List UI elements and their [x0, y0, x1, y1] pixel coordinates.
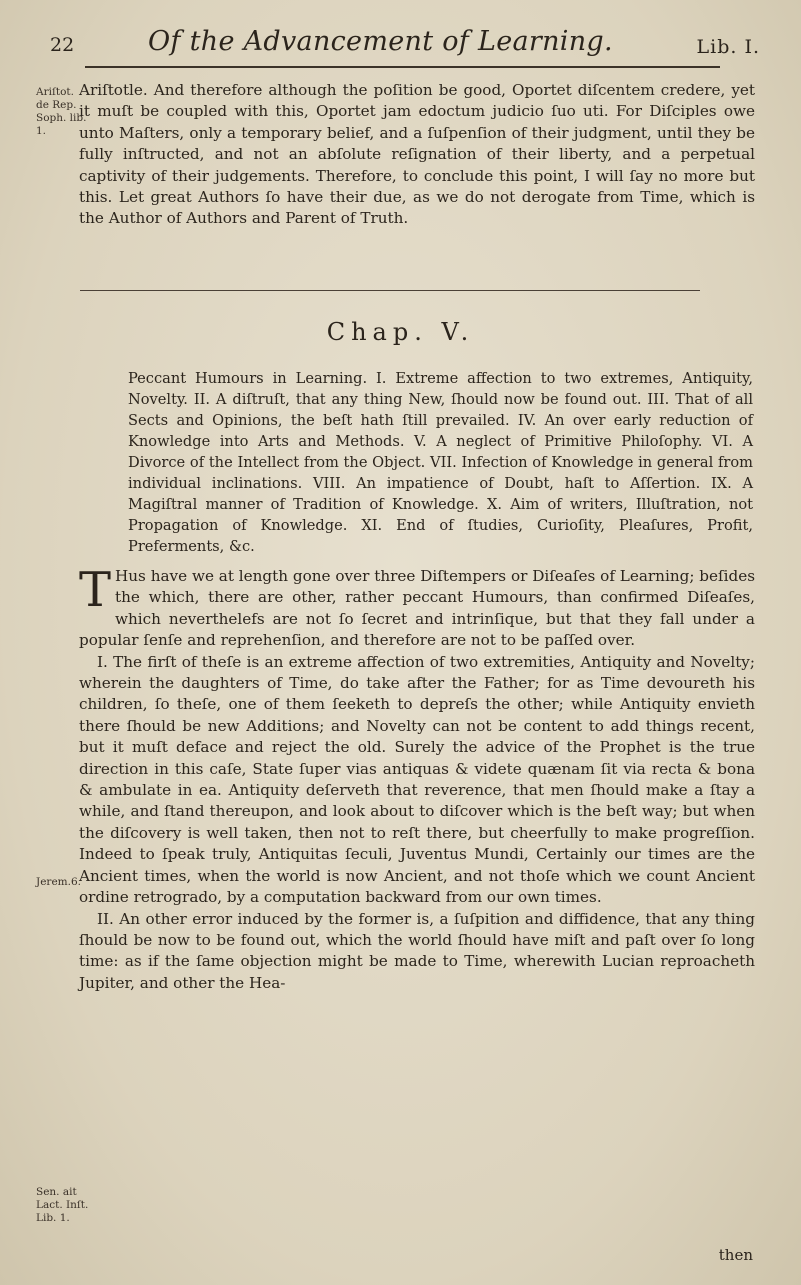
margin-note-aristotle: Ariſtot. de Rep. Soph. lib. 1. — [36, 86, 87, 137]
header-rule — [85, 66, 720, 68]
catchword: then — [718, 1246, 753, 1264]
body-paragraph: I. The firſt of theſe is an extreme affection of two extremities, Antiquity and Novelty; wherein the daughters of Time, do take after the Father; for as Time devoureth his children, ſo theſe, one of them ſeeketh to depreſs the other; while Antiquity envieth there ſhould be new Additions; and Novelty can not be content to add things recent, but it muſt deface and reject the old. Surely the advice of the Prophet is the true direction in this caſe, State ſuper vias antiquas & videte quænam ſit via recta & bona & ambulate in ea. Antiquity deſerveth that reverence, that men ſhould make a ſtay a while, and ſtand thereupon, and look about to diſcover which is the beſt way; but when the diſcovery is well taken, then not to reſt there, but cheerfully to make progreſſion. Indeed to ſpeak truly, Antiquitas ſeculi, Juventus Mundi, Certainly our times are the Ancient times, when the world is now Ancient, and not thoſe which we count Ancient ordine retrogrado, by a computation backward from our own times. — [79, 652, 755, 907]
page-number: 22 — [50, 34, 75, 56]
body-paragraph: II. An other error induced by the former is, a ſuſpition and diffidence, that any thing ſhould be now to be found out, which the world ſhould have miſt and paſt over ſo long time: as if the ſame objection might be made to Time, wherewith Lucian reproacheth Jupiter, and other the Hea- — [79, 909, 755, 992]
margin-note-jeremiah: Jerem.6. — [36, 876, 81, 888]
opening-paragraph: Ariſtotle. And therefore although the poſition be good, Oportet diſcentem credere, yet it muſt be coupled with this, Oportet jam edoctum judicio ſuo uti. For Diſciples owe unto Maſters, only a temporary belief, and a ſuſpenſion of their judgment, until they be fully inſtructed, and not an abſolute reſignation of their liberty, and a perpetual captivity of their judgements. Therefore, to conclude this point, I will ſay no more but this. Let great Authors ſo have their due, as we do not derogate from Time, which is the Author of Authors and Parent of Truth. — [79, 81, 755, 228]
chapter-rule — [80, 290, 700, 291]
running-title: Of the Advancement of Learning. — [148, 26, 613, 57]
book-reference: Lib. I. — [696, 36, 760, 58]
margin-note-seneca: Sen. ait Lact. Inſt. Lib. 1. — [36, 1186, 89, 1224]
body-paragraph: T Hus have we at length gone over three Diſtempers or Diſeaſes of Learning; beſides the which, there are other, rather peccant Humours, than confirmed Diſeaſes, which neverthelefs are not ſo ſecret and intrinſique, but that they fall under a popular ſenſe and reprehenſion, and therefore are not to be paſſed over. — [79, 562, 755, 650]
drop-cap: T — [79, 562, 112, 618]
page-header — [50, 14, 760, 74]
chapter-summary: Peccant Humours in Learning. I. Extreme affection to two extremes, Antiquity, Novelty. II. A diſtruſt, that any thing New, ſhould now be found out. III. That of all Sects and Opinions, the beſt hath ſtill prevailed. IV. An over early reduction of Knowledge into Arts and Methods. V. A neglect of Primitive Philoſophy. VI. A Divorce of the Intellect from the Object. VII. Infection of Knowledge in general from individual inclinations. VIII. An impatience of Doubt, haſt to Aſſertion. IX. A Magiſtral manner of Tradition of Knowledge. X. Aim of writers, Illuſtration, not Propagation of Knowledge. XI. End of ſtudies, Curioſity, Pleaſures, Profit, Preferments, &c. — [128, 370, 753, 555]
chapter-body — [79, 562, 755, 994]
chapter-heading: Chap. V. — [326, 318, 475, 346]
